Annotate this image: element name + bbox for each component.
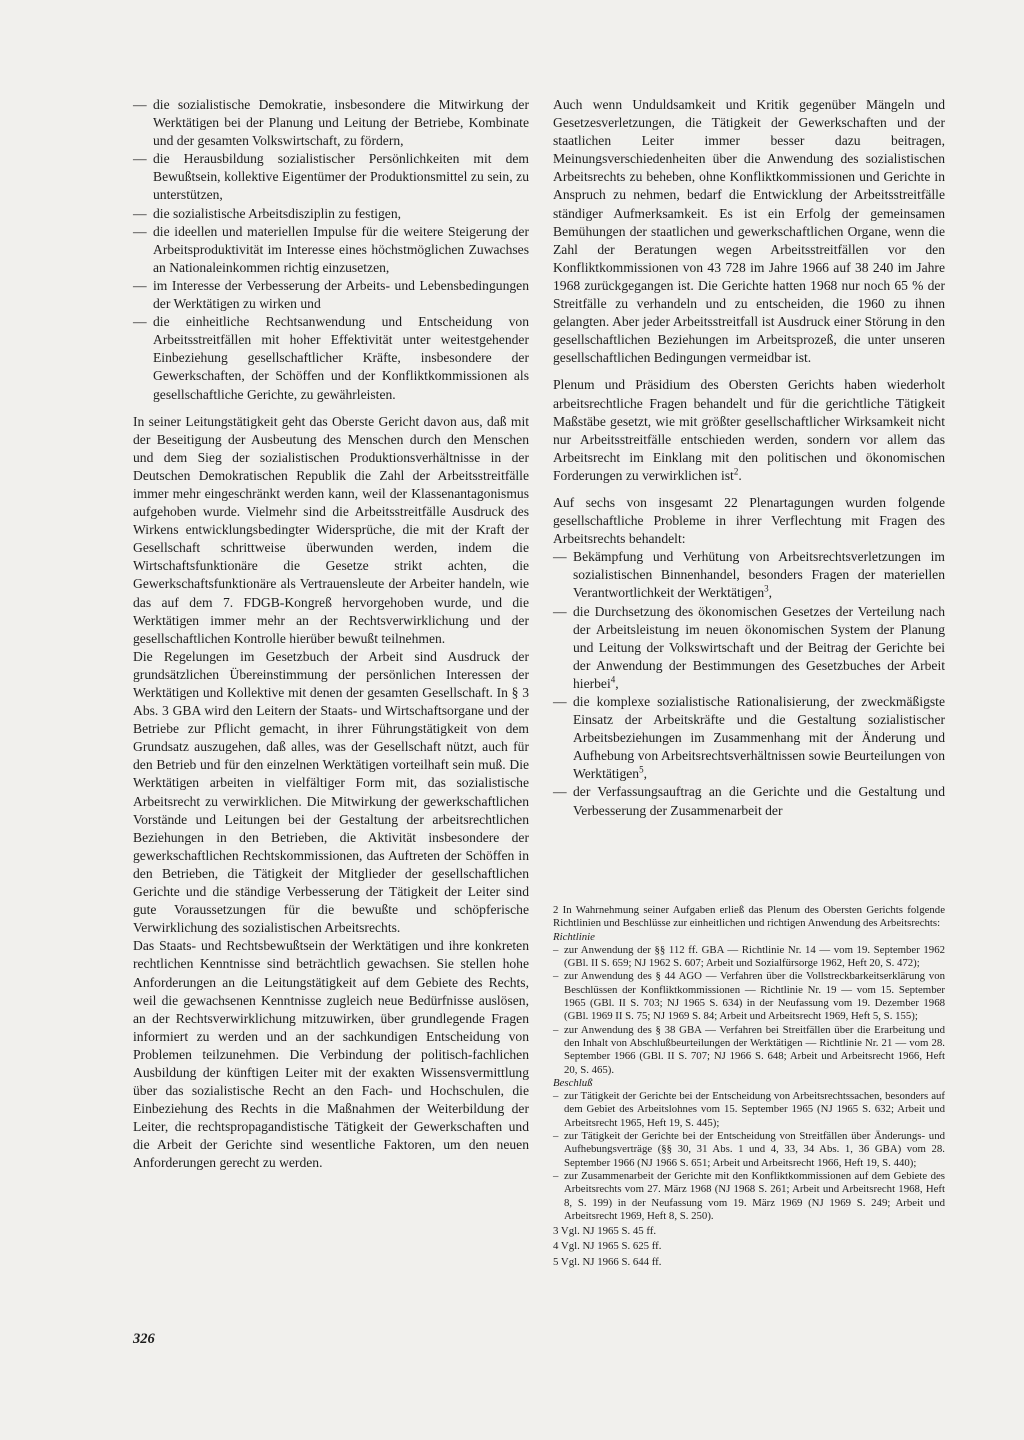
- body-paragraph: Auch wenn Unduldsamkeit und Kritik gegenüber Mängeln und Gesetzesverletzungen, die Tätigkeit der Gewerkschaften und der staatlichen Leiter immer besser dazu beitragen, Meinungsverschiedenheiten über die Anwendung des sozialistischen Arbeitsrechts zu beheben, ohne Konfliktkommissionen und Gerichte in Anspruch zu nehmen, bedarf die Entwicklung der Arbeitsstreitfälle ständiger Aufmerksamkeit. Es ist ein Erfolg der gemeinsamen Bemühungen der staatlichen und gewerkschaftlichen Organe, wenn die Zahl der Beratungen wegen Arbeitsstreitfällen vor den Konfliktkommissionen von 43 728 im Jahre 1966 auf 38 240 im Jahre 1968 zurückgegangen ist. Die Gerichte hatten 1968 nur noch 65 % der Streitfälle zu verhandeln und zu entscheiden, die 1960 zu ihnen gelangten. Aber jeder Arbeitsstreitfall ist Ausdruck einer Störung in den gesellschaftlichen Beziehungen im Arbeitsprozeß, die unter unseren gesellschaftlichen Bedingungen vermeidbar ist.: [553, 97, 945, 366]
- footnote-marker: 5: [639, 764, 644, 775]
- body-paragraph: Die Regelungen im Gesetzbuch der Arbeit sind Ausdruck der grundsätzlichen Übereinstimmung der persönlichen Interessen der Werktätigen und Kollektive mit denen der gesamten Gesellschaft. In § 3 Abs. 3 GBA wird den Leitern der Staats- und Wirtschaftsorgane und der Betriebe zur Pflicht gemacht, in ihrer Führungstätigkeit von dem Grundsatz auszugehen, daß alles, was der Gesellschaft nützt, auch für den Betrieb und für den einzelnen Werktätigen vorteilhaft sein muß. Die Werktätigen arbeiten in vielfältiger Form mit, das sozialistische Arbeitsrecht zu verwirklichen. Die Mitwirkung der gewerkschaftlichen Vorstände und Leitungen bei der Gestaltung der arbeitsrechtlichen Beziehungen in den Betrieben, die Aktivität insbesondere der gewerkschaftlichen Rechtskommissionen, das Auftreten der Schöffen in den Betrieben, die Tätigkeit der Mitglieder der gesellschaftlichen Gerichte und die ständige Verbesserung der Tätigkeit der Leiter sind gute Voraussetzungen für die bewußte und schöpferische Verwirklichung des sozialistischen Arbeitsrechts.: [133, 648, 529, 936]
- list-item: — die einheitliche Rechtsanwendung und Entscheidung von Arbeitsstreitfällen mit hoher Effektivität unter weitestgehender Einbeziehung gesellschaftlicher Kräfte, insbesondere der Gewerkschaften, der Schöffen und der Konfliktkommissionen als gesellschaftliche Gerichte, zu gewährleisten.: [133, 314, 529, 402]
- list-item-end: ,: [643, 766, 647, 782]
- body-paragraph: Auf sechs von insgesamt 22 Plenartagungen wurden folgende gesellschaftliche Probleme in ihrer Verflechtung mit Fragen des Arbeitsrechts behandelt:: [553, 494, 945, 547]
- list-item-text: die komplexe sozialistische Rationalisierung, der zweckmäßigste Einsatz der Arbeitskräfte und die Gestaltung sozialistischer Arbeitsbeziehungen im Zusammenhang mit der Änderung und Aufhebung von Arbeitsrechtsverhältnissen sowie Beurteilungen von Werktätigen: [573, 694, 945, 782]
- footnote-item-text: zur Anwendung des § 38 GBA — Verfahren bei Streitfällen über die Erarbeitung und den Inhalt von Abschlußbeurteilungen der Werktätigen — Richtlinie Nr. 21 — vom 28. September 1966 (GBl. II S. 707; NJ 1966 S. 648; Arbeit und Arbeitsrecht 1966, Heft 20, S. 465).: [564, 1023, 945, 1076]
- footnote-item-text: zur Anwendung des § 44 AGO — Verfahren über die Vollstreckbarkeitserklärung von Beschlüssen der Konfliktkommissionen — Richtlinie Nr. 19 — vom 15. September 1965 (GBl. II S. 703; NJ 1965 S. 634) in der Neufassung vom 19. Dezember 1968 (GBl. 1969 II S. 75; NJ 1969 S. 84; Arbeit und Arbeitsrecht 1969, Heft 5, S. 155);: [564, 970, 945, 1023]
- footnote-2-intro: 2 In Wahrnehmung seiner Aufgaben erließ das Plenum des Obersten Gerichts folgende Richtlinien und Beschlüsse zur einheitlichen und richtigen Anwendung des Arbeitsrechts:: [553, 904, 945, 930]
- footnote-list-item: – zur Tätigkeit der Gerichte bei der Entscheidung von Streitfällen über Änderungs- und Aufhebungsverträge (§§ 30, 31 Abs. 1 und 4, 33, 34 Abs. 1, 36 GBA) vom 28. September 1966 (NJ 1966 S. 651; Arbeit und Arbeitsrecht 1966, Heft 19, S. 440);: [553, 1130, 945, 1169]
- footnote-ref: 4 Vgl. NJ 1965 S. 625 ff.: [553, 1240, 662, 1253]
- body-paragraph: Das Staats- und Rechtsbewußtsein der Werktätigen und ihre konkreten rechtlichen Kenntnisse sind beträchtlich gewachsen. Sie stellen hohe Anforderungen an die Leitungstätigkeit auf dem Gebiete des Rechts, weil die gewachsenen Kenntnisse zugleich neue Bedürfnisse auslösen, an der Rechtsverwirklichung mitzuwirken, über grundlegende Fragen informiert zu werden und an der sachkundigen Entscheidung von Problemen teilzunehmen. Die Verbindung der politisch-fachlichen Ausbildung der künftigen Leiter mit der exakten Wissensvermittlung über das sozialistische Recht an den Fach- und Hochschulen, die Einbeziehung des Rechts in die Maßnahmen der Weiterbildung der Leiter, die rechtspropagandistische Tätigkeit der Gewerkschaften und die Arbeit der Gerichte sind wesentliche Faktoren, um den neuen Anforderungen gerecht zu werden.: [133, 938, 529, 1171]
- footnote-item-text: zur Tätigkeit der Gerichte bei der Entscheidung von Streitfällen über Änderungs- und Aufhebungsverträge (§§ 30, 31 Abs. 1 und 4, 33, 34 Abs. 1, 36 GBA) vom 28. September 1966 (NJ 1966 S. 651; Arbeit und Arbeitsrecht 1966, Heft 19, S. 440);: [564, 1130, 945, 1169]
- footnote-marker: 4: [610, 674, 616, 685]
- list-item-text: die Herausbildung sozialistischer Persönlichkeiten mit dem Bewußtsein, kollektive Eigentümer der Produktionsmittel zu sein, zu unterstützen,: [153, 151, 529, 203]
- list-item: — der Verfassungsauftrag an die Gerichte und die Gestaltung und Verbesserung der Zusammenarbeit der: [553, 784, 945, 818]
- footnote-item-text: zur Anwendung der §§ 112 ff. GBA — Richtlinie Nr. 14 — vom 19. September 1962 (GBl. II S. 659; NJ 1962 S. 607; Arbeit und Sozialfürsorge 1962, Heft 20, S. 472);: [564, 943, 945, 970]
- page-number: 326: [133, 1331, 155, 1347]
- footnote-marker: 2: [733, 466, 739, 477]
- footnote-list-item: – zur Anwendung des § 38 GBA — Verfahren bei Streitfällen über die Erarbeitung und den Inhalt von Abschlußbeurteilungen der Werktätigen — Richtlinie Nr. 21 — vom 28. September 1966 (GBl. II S. 707; NJ 1966 S. 648; Arbeit und Arbeitsrecht 1966, Heft 20, S. 465).: [553, 1023, 945, 1076]
- footnote-marker: 3: [764, 583, 769, 594]
- list-item: — Bekämpfung und Verhütung von Arbeitsrechtsverletzungen im sozialistischen Binnenhandel, besonders Fragen der materiellen Verantwortlichkeit der Werktätigen$^3$,: [553, 549, 945, 601]
- left-column: [133, 96, 529, 1173]
- paragraph-text: Plenum und Präsidium des Obersten Gerichts haben wiederholt arbeitsrechtliche Fragen behandelt und für die gerichtliche Tätigkeit Maßstäbe gesetzt, wie mit größter gesellschaftlicher Wirksamkeit nicht nur Arbeitsstreitfälle entschieden werden, sondern vor allem das Arbeitsrecht im Einklang mit den politischen und ökonomischen Forderungen zu verwirklichen ist: [553, 377, 945, 483]
- list-item: — die Durchsetzung des ökonomischen Gesetzes der Verteilung nach der Arbeitsleistung im neuen ökonomischen System der Planung und Leitung der Volkswirtschaft und der Beitrag der Gerichte bei der Anwendung der Bestimmungen des Gesetzbuches der Arbeit hierbei$^4$,: [553, 603, 945, 691]
- list-item: — die ideellen und materiellen Impulse für die weitere Steigerung der Arbeitsproduktivität im Interesse eines höchstmöglichen Zuwachses an Nationaleinkommen richtig einzusetzen,: [133, 223, 529, 275]
- list-item-text: die Durchsetzung des ökonomischen Gesetzes der Verteilung nach der Arbeitsleistung im neuen ökonomischen System der Planung und Leitung der Volkswirtschaft und der Beitrag der Gerichte bei der Anwendung der Bestimmungen des Gesetzbuches der Arbeit hierbei: [573, 603, 945, 691]
- list-item-text: Bekämpfung und Verhütung von Arbeitsrechtsverletzungen im sozialistischen Binnenhandel, besonders Fragen der materiellen Verantwortlichkeit der Werktätigen: [573, 549, 945, 601]
- list-item-end: ,: [768, 585, 773, 601]
- footnote-ref: 5 Vgl. NJ 1966 S. 644 ff.: [553, 1255, 662, 1268]
- beschluss-heading: Beschluß: [553, 1076, 593, 1089]
- footnote-list-item: – zur Anwendung der §§ 112 ff. GBA — Richtlinie Nr. 14 — vom 19. September 1962 (GBl. II S. 659; NJ 1962 S. 607; Arbeit und Sozialfürsorge 1962, Heft 20, S. 472);: [553, 943, 945, 970]
- footnote-list-item: – zur Zusammenarbeit der Gerichte mit den Konfliktkommissionen auf dem Gebiete des Arbeitsrechts vom 27. März 1968 (NJ 1968 S. 261; Arbeit und Arbeitsrecht 1968, Heft 8, S. 199) in der Neufassung vom 19. März 1969 (NJ 1969 S. 249; Arbeit und Arbeitsrecht 1969, Heft 8, S. 250).: [553, 1169, 945, 1222]
- paragraph-end: .: [738, 467, 742, 483]
- list-item-text: die sozialistische Arbeitsdisziplin zu festigen,: [153, 205, 402, 221]
- list-item-text: im Interesse der Verbesserung der Arbeits- und Lebensbedingungen der Werktätigen zu wirken und: [153, 277, 529, 312]
- list-item: — die sozialistische Arbeitsdisziplin zu festigen,: [133, 205, 402, 221]
- list-item: — die Herausbildung sozialistischer Persönlichkeiten mit dem Bewußtsein, kollektive Eigentümer der Produktionsmittel zu sein, zu unterstützen,: [133, 151, 529, 203]
- list-item-text: der Verfassungsauftrag an die Gerichte und die Gestaltung und Verbesserung der Zusammenarbeit der: [573, 784, 945, 818]
- list-item-text: die ideellen und materiellen Impulse für die weitere Steigerung der Arbeitsproduktivität im Interesse eines höchstmöglichen Zuwachses an Nationaleinkommen richtig einzusetzen,: [153, 223, 529, 275]
- footnote-list-item: – zur Anwendung des § 44 AGO — Verfahren über die Vollstreckbarkeitserklärung von Beschlüssen der Konfliktkommissionen — Richtlinie Nr. 19 — vom 15. September 1965 (GBl. II S. 703; NJ 1965 S. 634) in der Neufassung vom 19. Dezember 1968 (GBl. 1969 II S. 75; NJ 1969 S. 84; Arbeit und Arbeitsrecht 1969, Heft 5, S. 155);: [553, 970, 945, 1023]
- list-item: — im Interesse der Verbesserung der Arbeits- und Lebensbedingungen der Werktätigen zu wirken und: [133, 277, 529, 312]
- richtlinie-heading: Richtlinie: [553, 930, 595, 943]
- body-paragraph: In seiner Leitungstätigkeit geht das Oberste Gericht davon aus, daß mit der Beseitigung der Ausbeutung des Menschen durch den Menschen und dem Sieg der sozialistischen Produktionsverhältnisse in der Deutschen Demokratischen Republik die Zahl der Arbeitsstreitfälle immer mehr eingeschränkt werden kann, weil der Klassenantagonismus aufgehoben wurde. Vielmehr sind die Arbeitsstreitfälle Ausdruck des Wirkens entwicklungsbedingter Widersprüche, die mit der Kraft der Gesellschaft schrittweise überwunden werden, indem die Wirtschaftsfunktionäre die Gesetze strikt achten, die Gewerkschaftsfunktionäre als Vertrauensleute der Arbeiter handeln, wie das auf dem 7. FDGB-Kongreß hervorgehoben wurde, und die Werktätigen immer mehr an der Rechtsverwirklichung und der gesellschaftlichen Kontrolle hierüber bewußt teilnehmen.: [133, 413, 529, 646]
- footnote-ref: 3 Vgl. NJ 1965 S. 45 ff.: [553, 1225, 657, 1238]
- body-paragraph: [553, 376, 945, 485]
- list-item-end: ,: [615, 675, 619, 691]
- footnote-item-text: zur Tätigkeit der Gerichte bei der Entscheidung von Arbeitsrechtssachen, besonders auf dem Gebiet des Arbeitslohnes vom 15. September 1965 (NJ 1965 S. 632; Arbeit und Arbeitsrecht 1965, Heft 19, S. 445);: [564, 1090, 945, 1129]
- right-column: [553, 96, 945, 820]
- footnote-item-text: zur Zusammenarbeit der Gerichte mit den Konfliktkommissionen auf dem Gebiete des Arbeitsrechts vom 27. März 1968 (NJ 1968 S. 261; Arbeit und Arbeitsrecht 1968, Heft 8, S. 199) in der Neufassung vom 19. März 1969 (NJ 1969 S. 249; Arbeit und Arbeitsrecht 1969, Heft 8, S. 250).: [564, 1169, 945, 1222]
- list-item-text: die sozialistische Demokratie, insbesondere die Mitwirkung der Werktätigen bei der Planung und Leitung der Betriebe, Kombinate und der gesamten Volkswirtschaft, zu fördern,: [153, 97, 529, 149]
- footnote-list-item: – zur Tätigkeit der Gerichte bei der Entscheidung von Arbeitsrechtssachen, besonders auf dem Gebiet des Arbeitslohnes vom 15. September 1965 (NJ 1965 S. 632; Arbeit und Arbeitsrecht 1965, Heft 19, S. 445);: [553, 1090, 945, 1129]
- list-item-text: die einheitliche Rechtsanwendung und Entscheidung von Arbeitsstreitfällen mit hoher Effektivität unter weitestgehender Einbeziehung gesellschaftlicher Kräfte, insbesondere der Gewerkschaften, der Schöffen und der Konfliktkommissionen als gesellschaftliche Gerichte, zu gewährleisten.: [153, 314, 529, 402]
- list-item: — die komplexe sozialistische Rationalisierung, der zweckmäßigste Einsatz der Arbeitskräfte und die Gestaltung sozialistischer Arbeitsbeziehungen im Zusammenhang mit der Änderung und Aufhebung von Arbeitsrechtsverhältnissen sowie Beurteilungen von Werktätigen$^5$,: [553, 694, 945, 782]
- list-item: — die sozialistische Demokratie, insbesondere die Mitwirkung der Werktätigen bei der Planung und Leitung der Betriebe, Kombinate und der gesamten Volkswirtschaft, zu fördern,: [133, 97, 529, 149]
- footnotes: [553, 904, 945, 1269]
